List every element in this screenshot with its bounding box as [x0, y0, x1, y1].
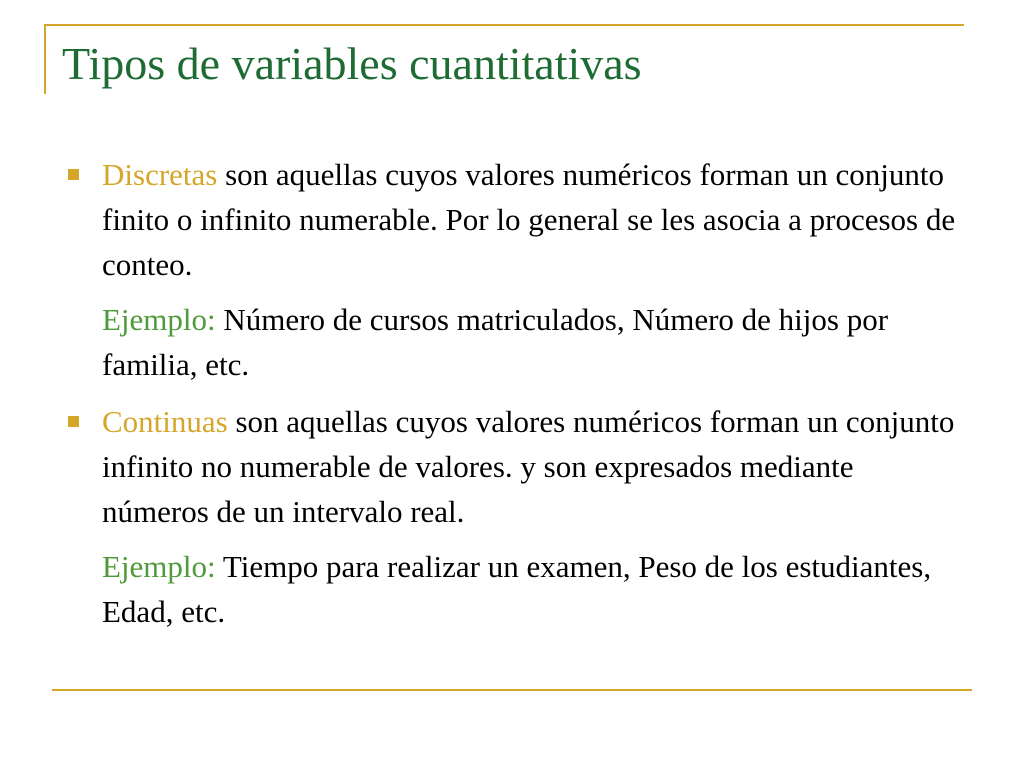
- example-continuas: [62, 544, 962, 634]
- example-label: Ejemplo:: [102, 549, 216, 584]
- definition-continuas: son aquellas cuyos valores numéricos forman un conjunto infinito no numerable de valores. y son expresados mediante números de un intervalo real.: [102, 404, 955, 529]
- slide-title: Tipos de variables cuantitativas: [62, 38, 642, 89]
- slide-content: [62, 152, 962, 646]
- definition-discretas: son aquellas cuyos valores numéricos forman un conjunto finito o infinito numerable. Por lo general se les asocia a procesos de conteo.: [102, 157, 956, 282]
- example-label: Ejemplo:: [102, 302, 216, 337]
- top-rule: [44, 24, 964, 26]
- bottom-rule: [52, 689, 972, 691]
- example-discretas: [62, 297, 962, 387]
- term-discretas: Discretas: [102, 157, 218, 192]
- left-rule: [44, 24, 46, 94]
- term-continuas: Continuas: [102, 404, 228, 439]
- bullet-discretas: [62, 152, 962, 287]
- example-text-continuas: Tiempo para realizar un examen, Peso de los estudiantes, Edad, etc.: [102, 549, 932, 629]
- bullet-continuas: [62, 399, 962, 534]
- example-text-discretas: Número de cursos matriculados, Número de hijos por familia, etc.: [102, 302, 889, 382]
- square-bullet-icon: [68, 416, 79, 427]
- square-bullet-icon: [68, 169, 79, 180]
